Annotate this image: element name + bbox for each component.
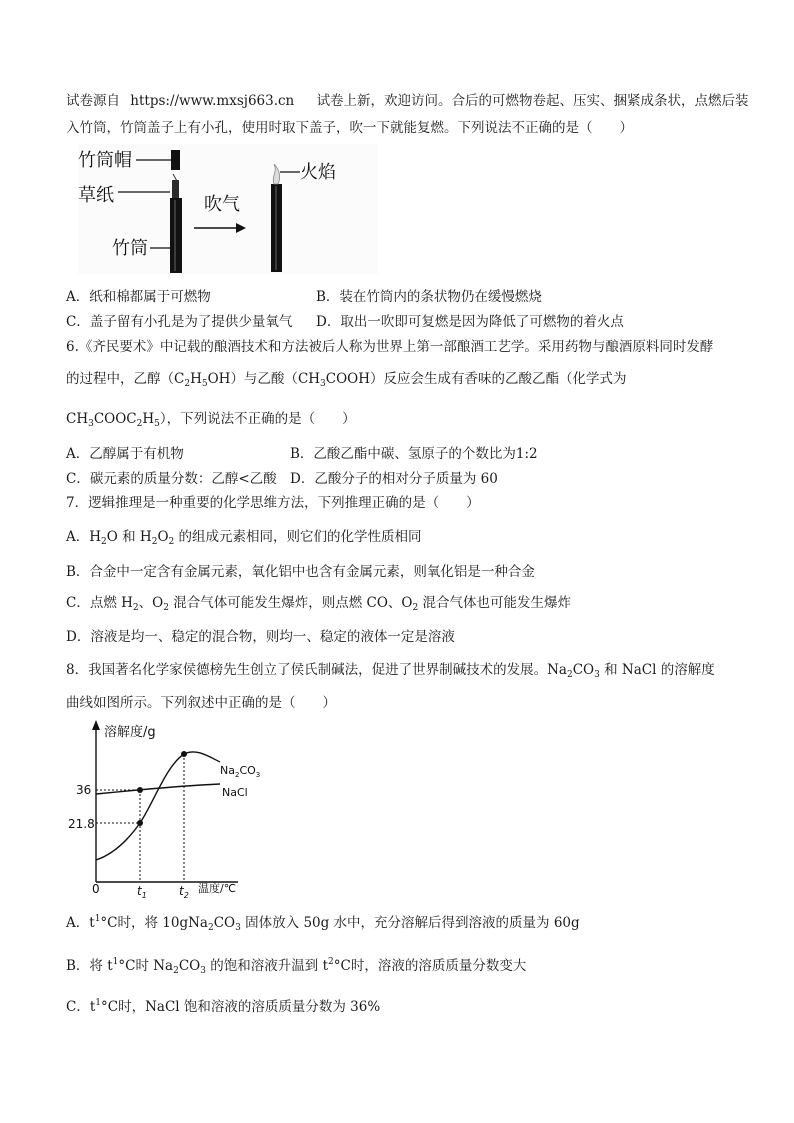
q6-text: 的过程中，乙醇（ <box>66 371 174 387</box>
point-t1-36 <box>137 787 143 793</box>
q8-option-a[interactable]: A．$t^1^\circ C$时，将 $10gNa_2CO_3$ 固体放入 50g 水中，充分溶解后得到溶液的质量为 60g <box>66 914 580 933</box>
q5-option-b[interactable]: B．装在竹筒内的条状物仍在缓慢燃烧 <box>316 289 542 305</box>
x-tick-0: 0 <box>92 882 100 896</box>
acid-formula: $CH_3COOH$ <box>297 371 371 389</box>
q6-option-d[interactable]: D．乙酸分子的相对分子质量为 60 <box>290 471 498 487</box>
y-tick-36: 36 <box>76 783 92 797</box>
blow-label: 吹气 <box>204 194 240 215</box>
q6-stem-line3 <box>66 410 356 428</box>
tube-label: 竹筒 <box>112 238 148 259</box>
q7-option-c[interactable]: C．点燃 $H_2$、$O_2$ 混合气体可能发生爆炸，则点燃 CO、$O_2$ 混合气体也可能发生爆炸 <box>66 595 572 613</box>
bamboo-tube-figure <box>78 144 378 274</box>
q6-stem-line1: 6.《齐民要术》中记载的酿酒技术和方法被后人称为世界上第一部酿酒工艺学。采用药物与酿酒原料同时发酵 <box>66 339 714 355</box>
q6-text: ）反应会生成有香味的乙酸乙酯（化学式为 <box>370 371 627 387</box>
series-label-nacl: NaCl <box>222 786 248 799</box>
q6-option-c[interactable]: C．碳元素的质量分数：乙醇<乙酸 <box>66 471 277 487</box>
q6-option-b[interactable]: B．乙酸乙酯中碳、氢原子的个数比为1:2 <box>290 446 538 462</box>
q8-option-b[interactable]: B．将 $t^1^\circ C$时 $Na_2CO_3$ 的饱和溶液升温到 $t^2^\circ C$时，溶液的溶质质量分数变大 <box>66 957 527 976</box>
y-axis-label: 溶解度/g <box>104 725 156 740</box>
x-axis-label: 温度/℃ <box>198 882 237 895</box>
q8-option-c[interactable]: C．$t^1^\circ C$时，NaCl 饱和溶液的溶质质量分数为 36% <box>66 998 381 1015</box>
point-t2-max <box>181 751 187 757</box>
q5-stem-tail: 合后的可燃物卷起、压实、捆紧成条状，点燃后装 <box>451 93 749 109</box>
q7-option-a[interactable]: A．$H_2O$ 和 $H_2O_2$ 的组成元素相同，则它们的化学性质相同 <box>66 529 422 547</box>
q6-text: ）与乙酸（ <box>230 371 298 387</box>
ethanol-formula: $C_2H_5OH$ <box>174 371 231 389</box>
q6-stem-line2 <box>66 370 627 388</box>
y-axis-arrow <box>92 720 100 730</box>
x-tick-t2: $t_2$ <box>179 884 189 900</box>
q6-text: ），下列说法不正确的是（ ） <box>159 411 356 427</box>
source-notice: 试卷上新，欢迎访问。 <box>316 93 452 109</box>
q5-stem-line1 <box>66 92 749 110</box>
paper-roll <box>172 180 179 198</box>
q5-option-a[interactable]: A．纸和棉都属于可燃物 <box>66 289 211 305</box>
q5-stem-line2: 入竹筒，竹筒盖子上有小孔，使用时取下盖子，吹一下就能复燃。下列说法不正确的是（ ） <box>66 120 633 136</box>
x-tick-t1: $t_1$ <box>137 884 147 900</box>
series-label-na2co3: $Na_2CO_3$ <box>220 764 261 779</box>
y-tick-21-8: 21.8 <box>68 817 95 831</box>
q5-option-d[interactable]: D．取出一吹即可复燃是因为降低了可燃物的着火点 <box>316 314 624 330</box>
q7-stem: 7．逻辑推理是一种重要的化学思维方法，下列推理正确的是（ ） <box>66 495 480 511</box>
point-t1-21-8 <box>137 820 143 826</box>
solubility-chart <box>66 716 261 900</box>
tube-body <box>170 198 182 273</box>
q7-option-d[interactable]: D．溶液是均一、稳定的混合物，则均一、稳定的液体一定是溶液 <box>66 629 455 645</box>
q5-option-c[interactable]: C．盖子留有小孔是为了提供少量氧气 <box>66 314 293 330</box>
q6-option-a[interactable]: A．乙醇属于有机物 <box>66 446 184 462</box>
q7-option-b[interactable]: B．合金中一定含有金属元素，氧化铝中也含有金属元素，则氧化铝是一种合金 <box>66 564 535 580</box>
tube-cap <box>171 150 180 170</box>
flame-label: 火焰 <box>300 162 336 183</box>
ester-formula: $CH_3COOC_2H_5$ <box>66 411 160 429</box>
q8-stem-line2: 曲线如图所示。下列叙述中正确的是（ ） <box>66 695 336 711</box>
q8-stem-line1: 8．我国著名化学家侯德榜先生创立了侯氏制碱法，促进了世界制碱技术的发展。$Na_2CO_3$ 和 NaCl 的溶解度 <box>66 662 715 680</box>
source-url[interactable]: https://www.mxsj663.cn <box>130 93 295 109</box>
paper-label: 草纸 <box>78 185 114 206</box>
na2co3-curve <box>96 752 220 860</box>
source-label: 试卷源自 <box>66 93 120 109</box>
cap-label: 竹筒帽 <box>78 150 132 171</box>
